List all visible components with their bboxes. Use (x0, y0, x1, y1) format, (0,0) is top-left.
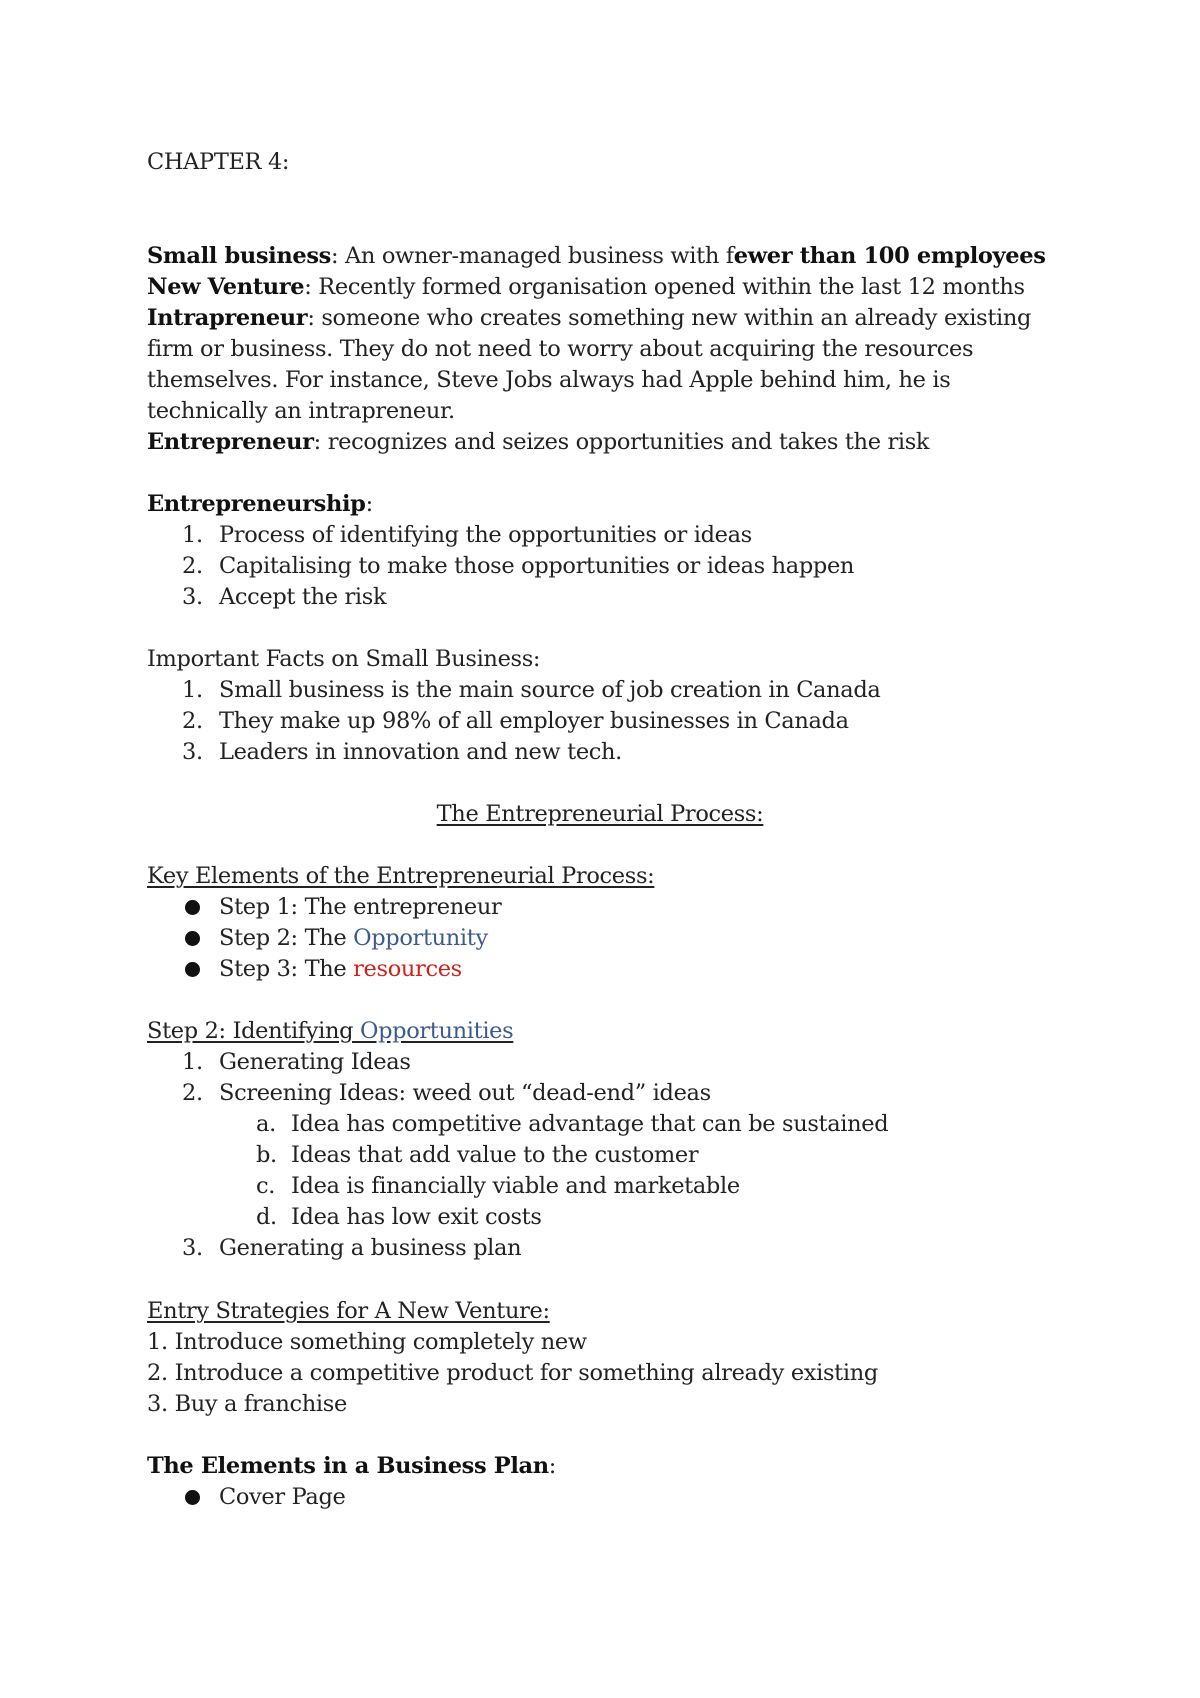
sub-list-item: d. Idea has low exit costs (256, 1204, 542, 1230)
entry-strategy-line: 3. Buy a franchise (147, 1391, 347, 1417)
bullet-icon (185, 931, 200, 946)
resources-highlight: resources (353, 956, 462, 982)
definition-intrapreneur-line4: technically an intrapreneur. (147, 398, 455, 424)
business-plan-heading: The Elements in a Business Plan: (147, 1453, 557, 1479)
term-new-venture: New Venture (147, 274, 305, 300)
term-intrapreneur: Intrapreneur (147, 305, 308, 331)
bullet-icon (185, 900, 200, 915)
list-item: Step 1: The entrepreneur (182, 892, 501, 922)
list-item: 3. Generating a business plan (182, 1235, 522, 1261)
term-small-business: Small business (147, 243, 331, 269)
opportunities-highlight: Opportunities (360, 1018, 514, 1044)
entry-strategy-line: 1. Introduce something completely new (147, 1329, 587, 1355)
list-item: 1. Process of identifying the opportunities or ideas (182, 522, 752, 548)
bullet-icon (185, 1490, 200, 1505)
list-item: 2. Screening Ideas: weed out “dead-end” ideas (182, 1080, 711, 1106)
definition-intrapreneur-line2: firm or business. They do not need to worry about acquiring the resources (147, 336, 974, 362)
key-elements-heading: Key Elements of the Entrepreneurial Process: (147, 863, 655, 889)
facts-heading: Important Facts on Small Business: (147, 646, 541, 672)
list-item: Step 2: The Opportunity (182, 923, 488, 953)
opportunity-highlight: Opportunity (353, 925, 488, 951)
definition-intrapreneur-line3: themselves. For instance, Steve Jobs always had Apple behind him, he is (147, 367, 951, 393)
list-item: 1. Generating Ideas (182, 1049, 411, 1075)
entry-strategy-line: 2. Introduce a competitive product for something already existing (147, 1360, 878, 1386)
step2-heading: Step 2: Identifying Opportunities (147, 1018, 514, 1044)
chapter-heading: CHAPTER 4: (147, 149, 290, 175)
definition-small-business: Small business: An owner-managed business with fewer than 100 employees (147, 243, 1046, 269)
list-item: Step 3: The resources (182, 954, 462, 984)
list-item: 3. Leaders in innovation and new tech. (182, 739, 622, 765)
sub-list-item: a. Idea has competitive advantage that can be sustained (256, 1111, 889, 1137)
section-title: The Entrepreneurial Process: (436, 801, 764, 827)
definition-new-venture: New Venture: Recently formed organisation opened within the last 12 months (147, 274, 1025, 300)
definition-intrapreneur: Intrapreneur: someone who creates something new within an already existing (147, 305, 1032, 331)
sub-list-item: b. Ideas that add value to the customer (256, 1142, 699, 1168)
list-item: 2. Capitalising to make those opportunities or ideas happen (182, 553, 855, 579)
list-item: Cover Page (182, 1482, 345, 1512)
entrepreneurship-heading: Entrepreneurship: (147, 491, 373, 517)
list-item: 2. They make up 98% of all employer businesses in Canada (182, 708, 849, 734)
bullet-icon (185, 962, 200, 977)
term-entrepreneur: Entrepreneur (147, 429, 314, 455)
list-item: 3. Accept the risk (182, 584, 387, 610)
list-item: 1. Small business is the main source of job creation in Canada (182, 677, 881, 703)
emphasis-employees: ewer than 100 employees (733, 243, 1046, 269)
definition-entrepreneur: Entrepreneur: recognizes and seizes opportunities and takes the risk (147, 429, 930, 455)
entry-strategies-heading: Entry Strategies for A New Venture: (147, 1298, 550, 1324)
sub-list-item: c. Idea is financially viable and marketable (256, 1173, 740, 1199)
